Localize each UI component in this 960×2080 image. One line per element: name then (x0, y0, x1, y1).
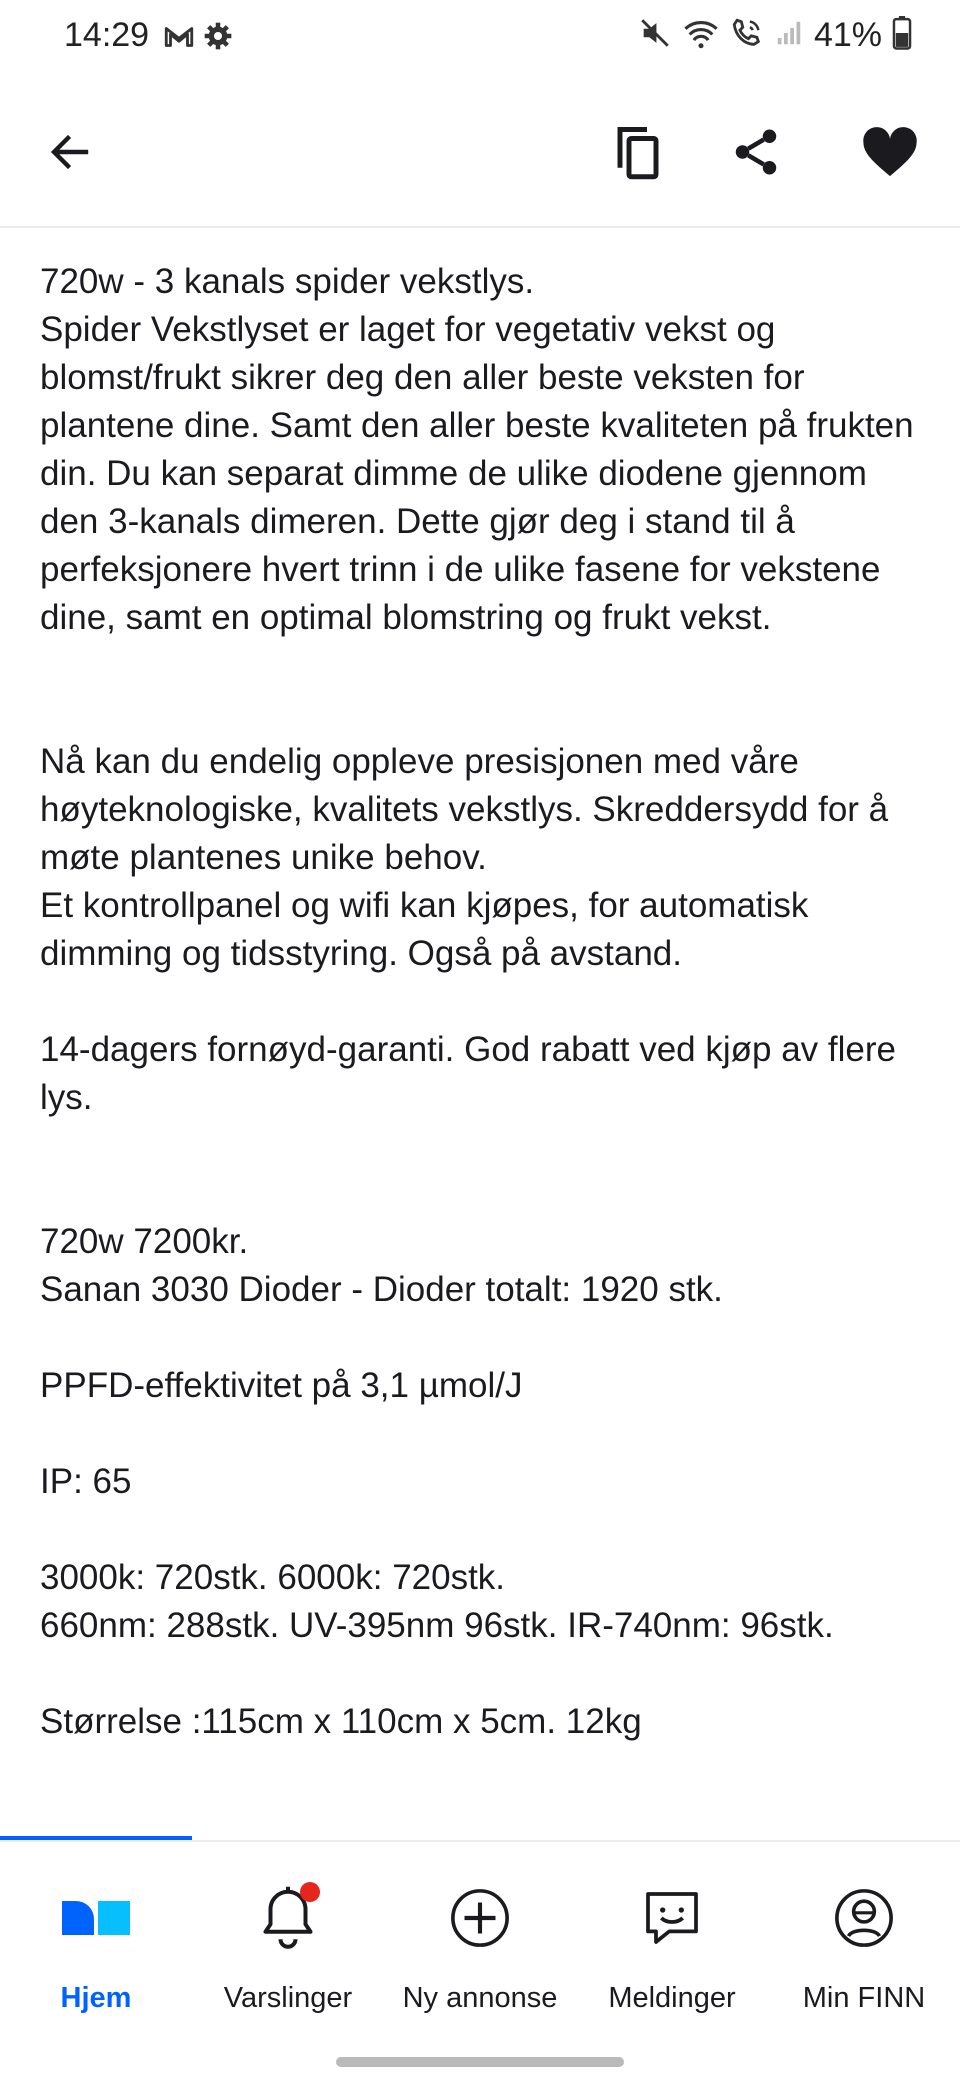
status-bar (0, 0, 960, 76)
nav-item-new-ad[interactable] (384, 1878, 576, 2018)
copy-icon (611, 122, 665, 182)
back-arrow-icon (46, 128, 94, 176)
notification-badge (300, 1882, 320, 1902)
scroll-progress-indicator (0, 1836, 192, 1840)
listing-content (40, 258, 930, 1838)
battery-icon (892, 16, 912, 55)
wifi-calling-icon (730, 16, 764, 55)
favorite-button[interactable] (852, 114, 928, 190)
status-time: 14:29 (64, 16, 150, 54)
nav-item-profile[interactable] (768, 1878, 960, 2018)
signal-icon (774, 18, 804, 53)
listing-description: 720w - 3 kanals spider vekstlys. Spider Vekstlyset er laget for vegetativ vekst og blomst/frukt sikrer deg den aller beste veksten for plantene dine. Samt den aller beste kvaliteten på frukten din. Du kan separat dimme de ulike diodene gjennom den 3-kanals dimeren. Dette gjør deg i stand til å perfeksjonere hvert trinn i de ulike fasene for vekstene dine, samt en optimal blomstring og frukt vekst. Nå kan du endelig oppleve presisjonen med våre høyteknologiske, kvalitets vekstlys. Skreddersydd for å møte plantenes unike behov. Et kontrollpanel og wifi kan kjøpes, for automatisk dimming og tidsstyring. Også på avstand. 14-dagers fornøyd-garanti. God rabatt ved kjøp av flere lys. 720w 7200kr. Sanan 3030 Dioder - Dioder totalt: 1920 stk. PPFD-effektivitet på 3,1 µmol/J IP: 65 3000k: 720stk. 6000k: 720stk. 660nm: 288stk. UV-395nm 96stk. IR-740nm: 96stk. Størrelse :115cm x 110cm x 5cm. 12kg (40, 262, 914, 1741)
nav-item-notifications[interactable] (192, 1878, 384, 2018)
mute-icon (638, 16, 672, 55)
settings-icon (202, 20, 234, 59)
home-icon (56, 1878, 136, 1958)
nav-label-profile: Min FINN (802, 1982, 926, 2014)
battery-percent: 41% (813, 16, 882, 54)
nav-label-home: Hjem (60, 1982, 132, 2014)
heart-icon (861, 125, 919, 179)
status-left-icons (162, 20, 234, 59)
gmail-icon (162, 20, 196, 59)
app-bar (0, 76, 960, 228)
status-right-icons (638, 16, 912, 55)
bottom-nav (0, 1840, 960, 2080)
share-button[interactable] (718, 114, 794, 190)
wifi-icon (682, 16, 720, 55)
share-icon (729, 125, 783, 179)
home-indicator[interactable] (336, 2057, 624, 2067)
chat-icon (632, 1878, 712, 1958)
nav-label-messages: Meldinger (608, 1982, 736, 2014)
bell-icon (248, 1878, 328, 1958)
nav-item-messages[interactable] (576, 1878, 768, 2018)
back-button[interactable] (32, 114, 108, 190)
profile-icon (824, 1878, 904, 1958)
copy-button[interactable] (600, 114, 676, 190)
plus-circle-icon (440, 1878, 520, 1958)
nav-label-notifications: Varslinger (223, 1982, 353, 2014)
nav-label-new-ad: Ny annonse (402, 1982, 558, 2014)
nav-item-home[interactable] (0, 1878, 192, 2018)
